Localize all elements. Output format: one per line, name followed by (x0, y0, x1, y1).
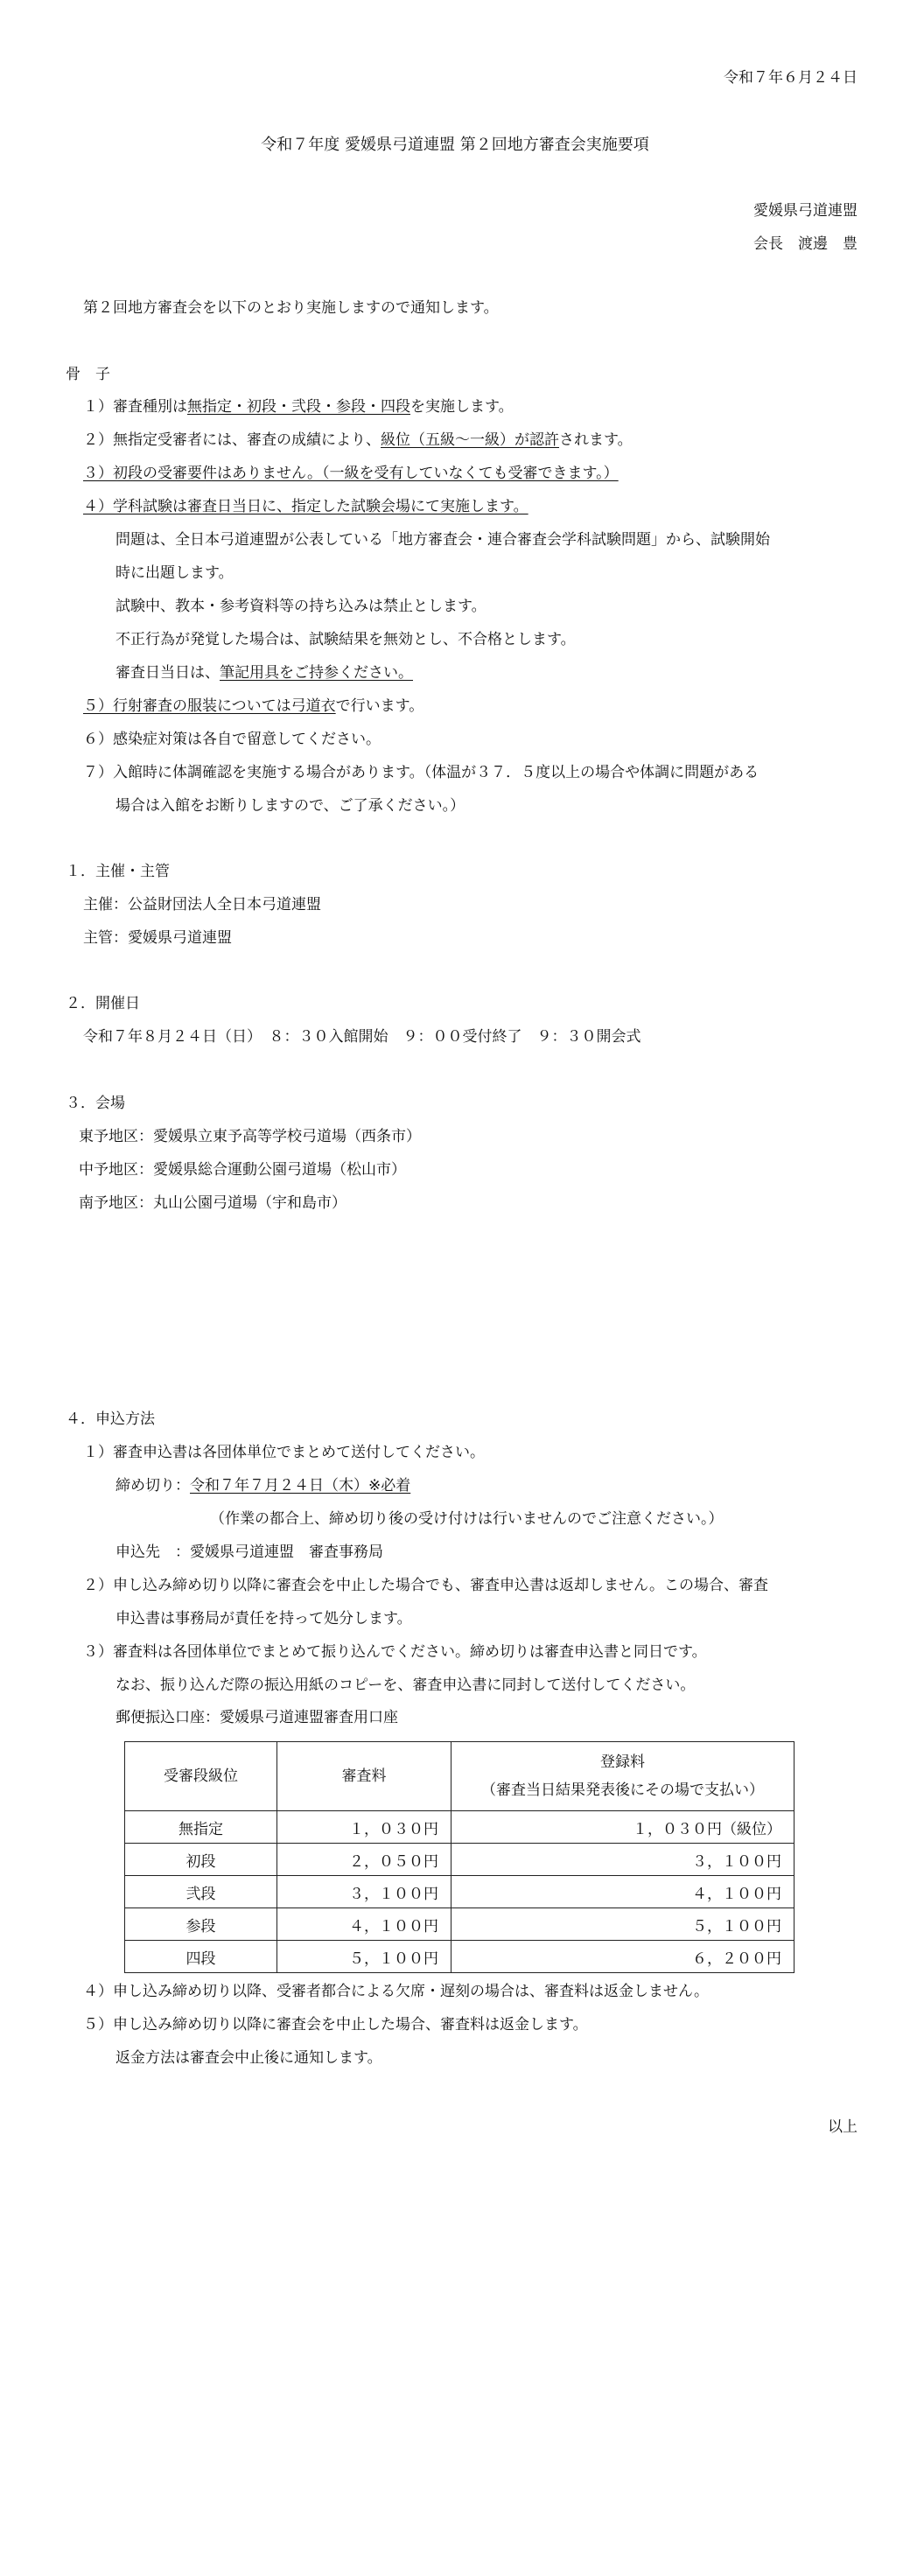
intro-text: 第２回地方審査会を以下のとおり実施しますので通知します。 (83, 299, 499, 317)
venue-middle: 中予地区：愛媛県総合運動公園弓道場（松山市） (79, 1161, 406, 1179)
fee-cell: ２，０５０円 (277, 1844, 452, 1876)
summary-item-4-line: 審査日当日は、筆記用具をご持参ください。 (116, 664, 413, 682)
grade-cell: 無指定 (125, 1811, 277, 1844)
table-header-row (125, 1742, 794, 1811)
table-row (125, 1811, 794, 1844)
summary-item-4: ４）学科試験は審査日当日に、指定した試験会場にて実施します。 (83, 498, 528, 515)
grade-cell: 参段 (125, 1908, 277, 1941)
header-grade: 受審段級位 (125, 1742, 277, 1811)
registration-cell: ３，１００円 (452, 1844, 794, 1876)
header-fee: 審査料 (277, 1742, 452, 1811)
document-title: 令和７年度 愛媛県弓道連盟 第２回地方審査会実施要項 (261, 136, 649, 154)
table-row (125, 1876, 794, 1908)
section-heading: １．主催・主管 (66, 863, 170, 880)
apply-item-2: ２）申し込み締め切り以降に審査会を中止した場合でも、審査申込書は返却しません。この場合、審査 (83, 1577, 769, 1594)
sender-organization: 愛媛県弓道連盟 (753, 202, 858, 220)
apply-item-3: ３）審査料は各団体単位でまとめて振り込んでください。締め切りは審査申込書と同日です。 (83, 1643, 707, 1661)
table-row (125, 1908, 794, 1941)
event-date-text: 令和７年８月２４日（日） ８：３０入館開始 ９：００受付終了 ９：３０開会式 (83, 1028, 641, 1046)
summary-item-4-line: 時に出題します。 (116, 564, 234, 582)
apply-item-1: １）審査申込書は各団体単位でまとめて送付してください。 (83, 1444, 485, 1461)
registration-cell: ６，２００円 (452, 1941, 794, 1973)
destination: 申込先 ：愛媛県弓道連盟 審査事務局 (116, 1544, 383, 1561)
summary-item-1: １）審査種別は無指定・初段・弐段・参段・四段を実施します。 (83, 398, 514, 416)
fee-cell: ４，１００円 (277, 1908, 452, 1941)
deadline-note: （作業の都合上、締め切り後の受け付けは行いませんのでご注意ください。） (210, 1510, 724, 1528)
section-heading: ３．会場 (66, 1095, 125, 1112)
fee-cell: ３，１００円 (277, 1876, 452, 1908)
grade-cell: 弐段 (125, 1876, 277, 1908)
venue-east: 東予地区：愛媛県立東予高等学校弓道場（西条市） (79, 1128, 421, 1145)
registration-cell: ４，１００円 (452, 1876, 794, 1908)
venue-south: 南予地区：丸山公園弓道場（宇和島市） (79, 1194, 346, 1212)
header-registration: 登録料 （審査当日結果発表後にその場で支払い） (452, 1742, 794, 1811)
host-text: 主催：公益財団法人全日本弓道連盟 (83, 896, 321, 914)
apply-item-3-line: なお、振り込んだ際の振込用紙のコピーを、審査申込書に同封して送付してください。 (116, 1676, 696, 1694)
section-heading: ４．申込方法 (66, 1410, 155, 1428)
apply-item-5: ５）申し込み締め切り以降に審査会を中止した場合、審査料は返金します。 (83, 2016, 588, 2034)
apply-item-4: ４）申し込み締め切り以降、受審者都合による欠席・遅刻の場合は、審査料は返金しません。 (83, 1983, 710, 2000)
summary-item-5: ５）行射審査の服装については弓道衣で行います。 (83, 697, 424, 715)
registration-cell: １，０３０円（級位） (452, 1811, 794, 1844)
summary-item-7-line: 場合は入館をお断りしますので、ご了承ください。） (116, 797, 466, 815)
fee-cell: １，０３０円 (277, 1811, 452, 1844)
summary-item-6: ６）感染症対策は各自で留意してください。 (83, 731, 381, 748)
apply-item-5-line: 返金方法は審査会中止後に通知します。 (116, 2049, 382, 2067)
fee-cell: ５，１００円 (277, 1941, 452, 1973)
table-row (125, 1941, 794, 1973)
summary-heading: 骨 子 (66, 366, 110, 383)
table-row (125, 1844, 794, 1876)
registration-cell: ５，１００円 (452, 1908, 794, 1941)
summary-item-4-line: 試験中、教本・参考資料等の持ち込みは禁止とします。 (116, 598, 486, 615)
deadline: 締め切り：令和７年７月２４日（木）※必着 (116, 1477, 411, 1494)
section-heading: ２．開催日 (66, 995, 140, 1012)
bank-account: 郵便振込口座：愛媛県弓道連盟審査用口座 (116, 1709, 398, 1726)
summary-item-7: ７）入館時に体調確認を実施する場合があります。（体温が３７．５度以上の場合や体調に問題がある (83, 764, 760, 781)
summary-item-4-line: 不正行為が発覚した場合は、試験結果を無効とし、不合格とします。 (116, 631, 576, 648)
grade-cell: 初段 (125, 1844, 277, 1876)
sender-person: 会長 渡邊 豊 (753, 235, 858, 253)
apply-item-2-line: 申込書は事務局が責任を持って処分します。 (116, 1610, 412, 1628)
summary-item-3: ３）初段の受審要件はありません。（一級を受有していなくても受審できます。） (83, 465, 619, 482)
summary-item-2: ２）無指定受審者には、審査の成績により、級位（五級～一級）が認許されます。 (83, 431, 633, 449)
fee-table (124, 1741, 794, 1973)
manager-text: 主管：愛媛県弓道連盟 (83, 929, 232, 947)
document-date: 令和７年６月２４日 (724, 69, 858, 87)
grade-cell: 四段 (125, 1941, 277, 1973)
closing-text: 以上 (828, 2118, 858, 2136)
summary-item-4-line: 問題は、全日本弓道連盟が公表している「地方審査会・連合審査会学科試験問題」から、試験開始 (116, 531, 770, 549)
